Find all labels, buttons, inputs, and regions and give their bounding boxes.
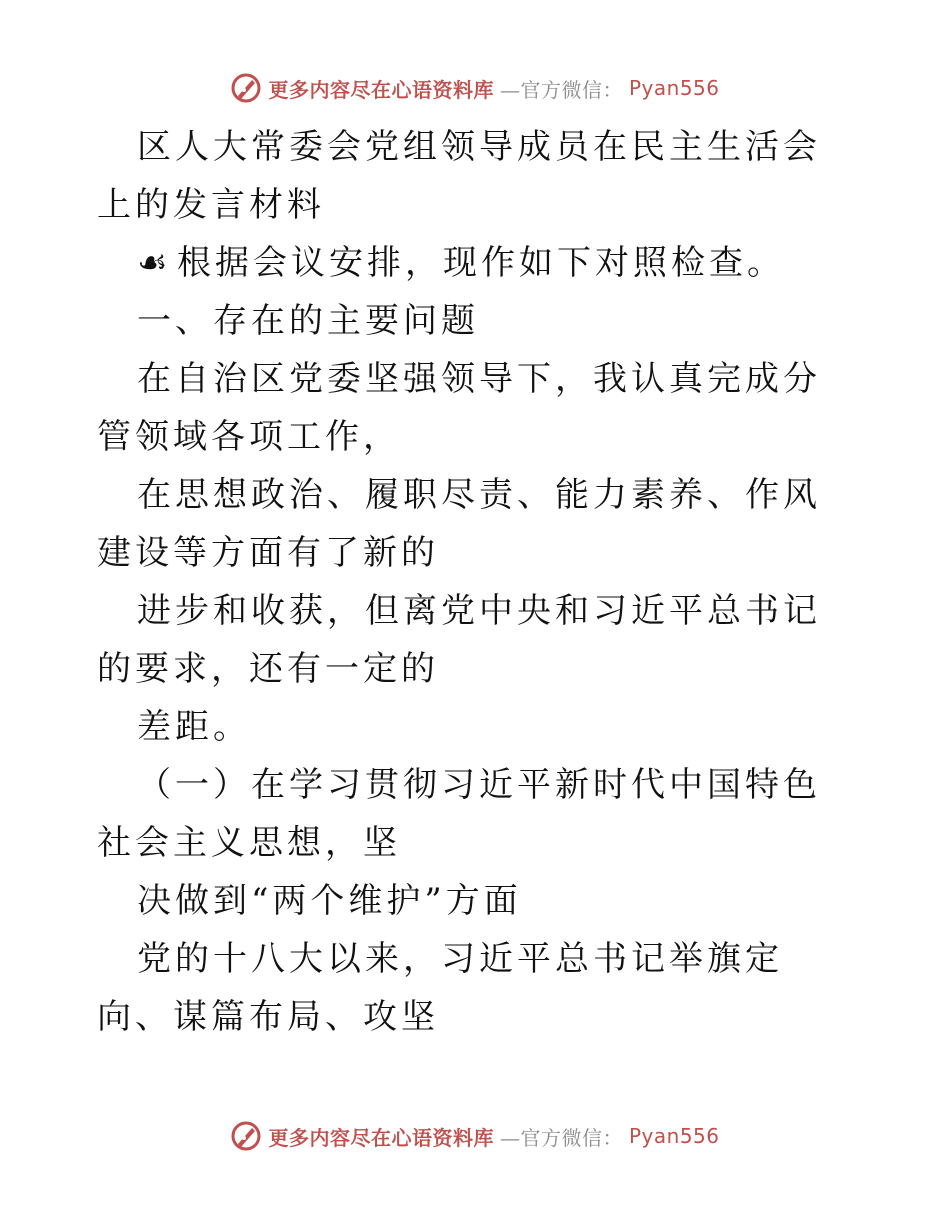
header-banner [0,72,950,104]
paragraph-5: （一）在学习贯彻习近平新时代中国特色社会主义思想，坚 [97,765,821,863]
pen-logo-icon [230,72,262,104]
banner-wechat-id: Pyan556 [628,1124,720,1148]
paragraph-3: 进步和收获，但离党中央和习近平总书记的要求，还有一定的 [97,591,821,689]
document-title: 区人大常委会党组领导成员在民主生活会上的发言材料 [97,127,821,225]
ornament-leaf-icon: ☙ [137,243,172,283]
document-body [97,118,857,1046]
section-heading: 一、存在的主要问题 [137,301,479,341]
paragraph-4: 差距。 [137,707,251,747]
banner-wechat-id: Pyan556 [628,76,720,100]
intro-paragraph [97,234,857,292]
banner-separator: —官方微信： [499,1125,623,1150]
banner-separator: —官方微信： [499,77,623,102]
paragraph-1: 在自治区党委坚强领导下，我认真完成分管领域各项工作， [97,359,821,457]
paragraph-2: 在思想政治、履职尽责、能力素养、作风建设等方面有了新的 [97,475,821,573]
banner-title: 更多内容尽在心语资料库 [268,1125,494,1150]
footer-banner [0,1120,950,1152]
pen-logo-icon [230,1120,262,1152]
banner-title: 更多内容尽在心语资料库 [268,77,494,102]
paragraph-7: 党的十八大以来，习近平总书记举旗定向、谋篇布局、攻坚 [97,939,783,1037]
paragraph-6: 决做到“两个维护”方面 [137,881,522,921]
intro-text: 根据会议安排，现作如下对照检查。 [177,243,785,283]
